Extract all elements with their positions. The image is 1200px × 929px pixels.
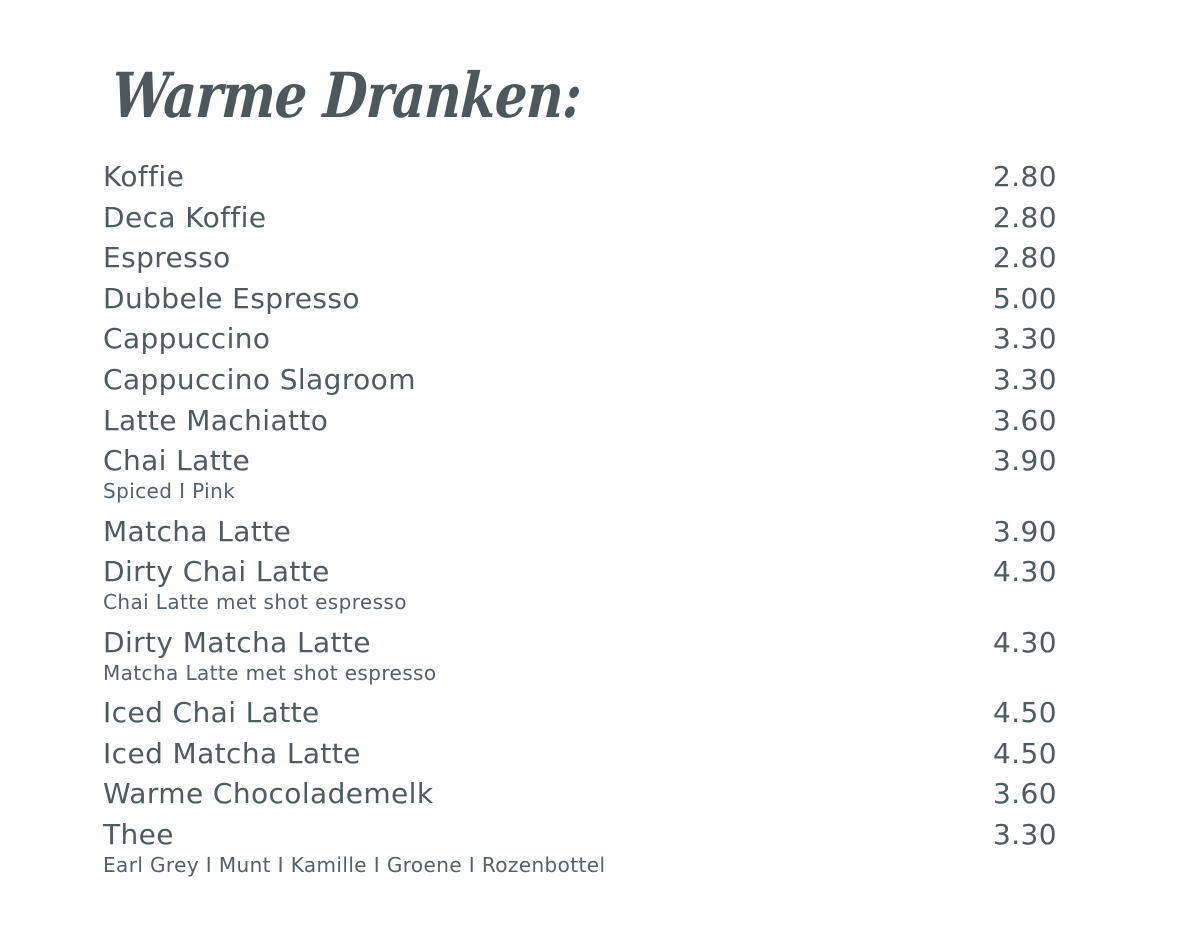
menu-item bbox=[103, 623, 1057, 694]
menu-item bbox=[103, 401, 1057, 442]
menu-item bbox=[103, 319, 1057, 360]
menu-item-price: 4.50 bbox=[993, 696, 1057, 730]
menu-item-name: Koffie bbox=[103, 160, 185, 193]
menu-item-price: 4.50 bbox=[993, 736, 1057, 770]
menu-item-price: 3.60 bbox=[993, 777, 1057, 811]
menu-item bbox=[103, 774, 1057, 815]
menu-item-price: 3.30 bbox=[993, 322, 1057, 356]
menu-item-name: Cappuccino Slagroom bbox=[103, 362, 416, 396]
menu-item-list bbox=[103, 157, 1057, 886]
menu-item-price: 3.90 bbox=[993, 444, 1057, 478]
menu-item-price: 2.80 bbox=[993, 160, 1057, 193]
menu-item-description: Matcha Latte met shot espresso bbox=[103, 660, 437, 685]
menu-item-description: Spiced I Pink bbox=[103, 479, 236, 504]
menu-item bbox=[103, 693, 1057, 734]
menu-item-name: Chai Latte bbox=[103, 444, 251, 478]
menu-item bbox=[103, 552, 1057, 623]
menu-item-name: Dirty Matcha Latte bbox=[103, 625, 371, 659]
menu-item-price: 3.30 bbox=[993, 362, 1057, 396]
menu-item bbox=[103, 441, 1057, 512]
menu-item-name: Iced Matcha Latte bbox=[103, 736, 361, 770]
menu-item-price: 5.00 bbox=[993, 281, 1057, 315]
menu-item-name: Latte Machiatto bbox=[103, 403, 329, 437]
menu-item-price: 3.30 bbox=[993, 818, 1057, 852]
menu-title: Warme Dranken: bbox=[109, 59, 583, 132]
menu-item bbox=[103, 238, 1057, 279]
menu-item-name: Cappuccino bbox=[103, 322, 271, 356]
menu-item-price: 4.30 bbox=[993, 555, 1057, 589]
menu-item-name: Iced Chai Latte bbox=[103, 696, 320, 730]
menu-item-price: 2.80 bbox=[993, 241, 1057, 275]
menu-item-name: Matcha Latte bbox=[103, 514, 292, 548]
menu-item-description: Earl Grey I Munt I Kamille I Groene I Rozenbottel bbox=[103, 853, 606, 878]
menu-item-price: 3.60 bbox=[993, 403, 1057, 437]
menu-item bbox=[103, 198, 1057, 239]
menu-item-name: Dubbele Espresso bbox=[103, 281, 360, 315]
menu-item-price: 3.90 bbox=[993, 514, 1057, 548]
menu-item bbox=[103, 157, 1057, 198]
menu-item-name: Deca Koffie bbox=[103, 200, 267, 234]
menu-item bbox=[103, 815, 1057, 886]
menu-item-name: Thee bbox=[103, 818, 174, 852]
menu-item-description: Chai Latte met shot espresso bbox=[103, 590, 407, 615]
menu-item bbox=[103, 360, 1057, 401]
menu-item-name: Dirty Chai Latte bbox=[103, 555, 330, 589]
menu-item-name: Warme Chocolademelk bbox=[103, 777, 434, 811]
menu-item bbox=[103, 734, 1057, 775]
menu-item-price: 2.80 bbox=[993, 200, 1057, 234]
menu-item-name: Espresso bbox=[103, 241, 231, 275]
menu-item bbox=[103, 279, 1057, 320]
menu-item bbox=[103, 512, 1057, 553]
menu-item-price: 4.30 bbox=[993, 625, 1057, 659]
